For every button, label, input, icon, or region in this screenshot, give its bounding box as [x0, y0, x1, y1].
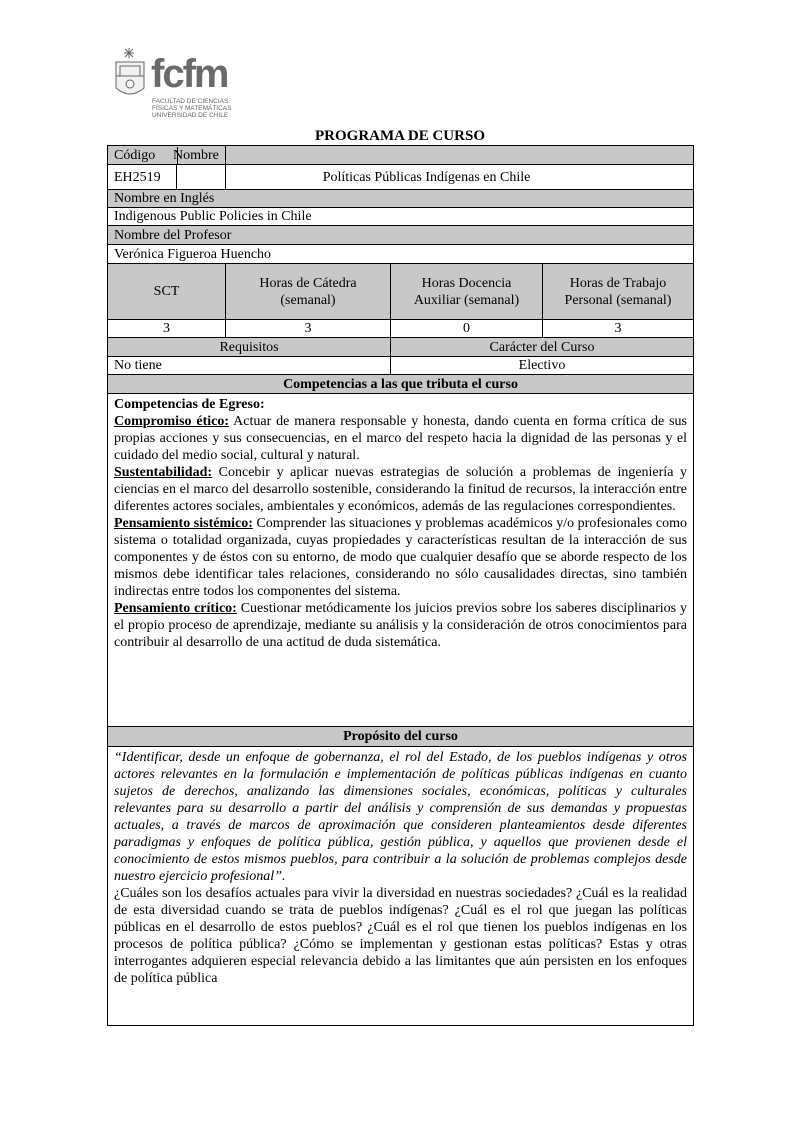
- professor-name: Verónica Figueroa Huencho: [108, 245, 694, 264]
- page-title: PROGRAMA DE CURSO: [314, 128, 485, 144]
- lecture-hours-header: Horas de Cátedra (semanal): [226, 264, 391, 320]
- competency-item: Sustentabilidad: Concebir y aplicar nuevas estrategias de solución a problemas de ingeniería y ciencias en el marco del desarrollo sostenible, considerando la finitud de recursos, la interacción entre diferentes actores sociales, ambientales y económicos, además de las regulaciones correspondientes.: [114, 465, 688, 514]
- course-character-label: Carácter del Curso: [391, 338, 694, 357]
- fcfm-logo: [112, 46, 242, 132]
- course-info-table: [107, 145, 694, 1026]
- personal-hours-value: 3: [543, 320, 694, 338]
- requirements-label: Requisitos: [108, 338, 391, 357]
- logo-brand: fcfm: [151, 52, 228, 96]
- competency-item: Compromiso ético: Actuar de manera responsable y honesta, dando cuenta en forma crítica de sus propias acciones y sus consecuencias, en el marco del respeto hacia la dignidad de las personas y el cuidado del medio social, cultural y natural.: [114, 414, 688, 463]
- aux-hours-header: Horas Docencia Auxiliar (semanal): [391, 264, 543, 320]
- purpose-paragraph: ¿Cuáles son los desafíos actuales para vivir la diversidad en nuestras sociedades? ¿Cuál es la realidad de esta diversidad cuando se trata de pueblos indígenas? ¿Cuál es el rol que juegan las políticas públicas en el desarrollo de estos pueblos? ¿Cuál es el rol que tienen los pueblos indígenas en los procesos de política pública? ¿Cómo se implementan y gestionan estas políticas? Estas y otras interrogantes adquieren especial relevancia debido a las limitantes que aún persisten en los enfoques de política pública: [114, 886, 688, 986]
- code-label: Código: [108, 147, 178, 164]
- competency-item: Pensamiento sistémico: Comprender las situaciones y problemas académicos y/o profesionales como sistema o totalidad organizada, cuyas propiedades y características resultan de la interacción de sus componentes y de éstos con su entorno, de modo que cualquier desafío que se aborde respecto de los mismos debe identificar tales relaciones, considerando no sólo causalidades directas, sino también indirectas entre todos los componentes del sistema.: [114, 516, 688, 599]
- logo-subtitle: FACULTAD DE CIENCIAS FÍSICAS Y MATEMÁTICAS UNIVERSIDAD DE CHILE: [152, 98, 232, 119]
- competencies-block: [108, 394, 694, 727]
- requirements-value: No tiene: [108, 357, 391, 375]
- name-label: Nombre: [173, 147, 219, 163]
- aux-hours-value: 0: [391, 320, 543, 338]
- english-name: Indigenous Public Policies in Chile: [108, 208, 694, 226]
- sct-value: 3: [108, 320, 226, 338]
- code-value-cell: [108, 165, 226, 190]
- lecture-hours-value: 3: [226, 320, 391, 338]
- course-code: EH2519: [108, 165, 177, 189]
- professor-label: Nombre del Profesor: [108, 226, 694, 245]
- purpose-block: [108, 747, 694, 1026]
- course-character-value: Electivo: [391, 357, 694, 375]
- competencies-section-title: Competencias a las que tributa el curso: [108, 375, 694, 394]
- english-name-label: Nombre en Inglés: [108, 190, 694, 208]
- purpose-quote: “Identificar, desde un enfoque de gobernanza, el rol del Estado, de los pueblos indígenas y otros actores relevantes en la formulación e implementación de políticas públicas indígenas en cuanto sujetos de derechos, analizando las dimensiones sociales, económicas, políticas y culturales relevantes para su desarrollo a partir del análisis y comprensión de sus demandas y propuestas actuales, a través de marcos de aproximación que consideren planteamientos desde diferentes paradigmas y enfoques de política pública, gestión pública, y aquellos que provienen desde el conocimiento de estos mismos pueblos, para contribuir a la solución de problemas complejos desde nuestro ejercicio profesional”.: [114, 750, 688, 884]
- personal-hours-header: Horas de Trabajo Personal (semanal): [543, 264, 694, 320]
- sct-header: SCT: [108, 264, 226, 320]
- course-name: Políticas Públicas Indígenas en Chile: [226, 165, 694, 190]
- name-label-cell: [173, 146, 694, 165]
- purpose-section-title: Propósito del curso: [108, 727, 694, 747]
- competencies-heading: Competencias de Egreso:: [114, 397, 265, 412]
- competency-item: Pensamiento crítico: Cuestionar metódicamente los juicios previos sobre los saberes disciplinarios y el propio proceso de aprendizaje, mediante su análisis y la consideración de otros conocimientos para contribuir al desarrollo de una actitud de duda sistemática.: [114, 601, 688, 650]
